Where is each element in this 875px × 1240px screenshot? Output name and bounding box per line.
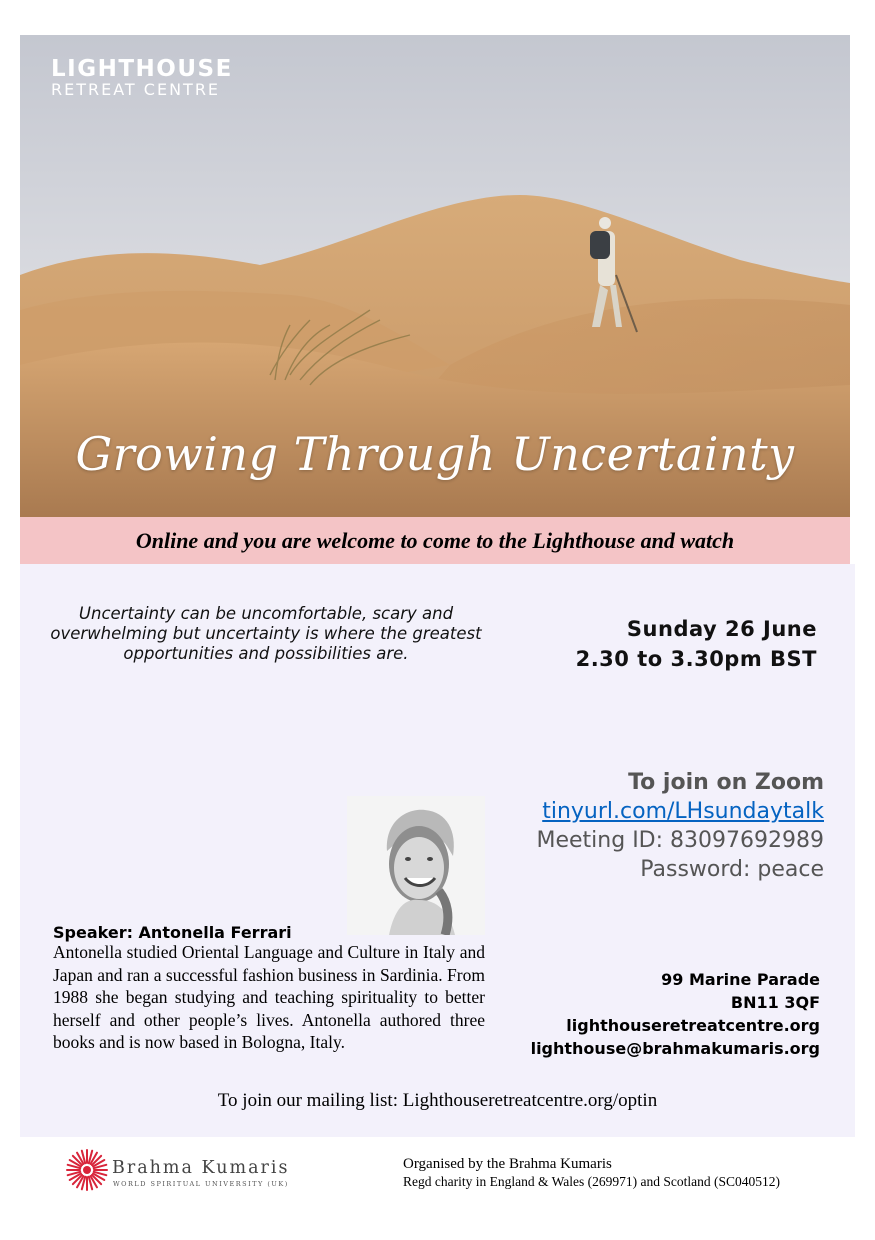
lighthouse-logo (51, 57, 233, 99)
zoom-info (537, 768, 825, 884)
email-link[interactable]: lighthouse@brahmakumaris.org (530, 1039, 820, 1058)
mailing-list-text: To join our mailing list: Lighthouseretreatcentre.org/optin (217, 1090, 658, 1111)
zoom-link[interactable]: tinyurl.com/LHsundaytalk (542, 799, 824, 824)
speaker-bio: Antonella studied Oriental Language and Culture in Italy and Japan and ran a successful fashion business in Sardinia. From 1988 she began studying and teaching spirituality to better herself and other people’s lives. Antonella authored three books and is now based in Bologna, Italy. (53, 942, 485, 1052)
organiser-line1: Organised by the Brahma Kumaris (403, 1156, 612, 1172)
banner (20, 517, 850, 564)
website-link[interactable]: lighthouseretreatcentre.org (566, 1016, 820, 1035)
bk-name: Brahma Kumaris (112, 1158, 290, 1178)
event-time: 2.30 to 3.30pm BST (575, 647, 817, 671)
organiser-line2: Regd charity in England & Wales (269971) and Scotland (SC040512) (403, 1174, 780, 1189)
zoom-meeting-id: Meeting ID: 83097692989 (536, 828, 824, 853)
content-panel (20, 564, 855, 1137)
logo-line2: RETREAT CENTRE (51, 80, 221, 99)
organiser-info (403, 1155, 780, 1191)
address-line2: BN11 3QF (730, 993, 820, 1012)
zoom-password: Password: peace (640, 857, 824, 882)
speaker-name: Speaker: Antonella Ferrari (53, 923, 292, 942)
banner-text: Online and you are welcome to come to the Lighthouse and watch (135, 528, 735, 553)
bk-subtitle: WORLD SPIRITUAL UNIVERSITY (UK) (113, 1180, 289, 1188)
event-datetime (576, 614, 817, 674)
speaker-photo (347, 796, 485, 935)
brahma-kumaris-logo (65, 1148, 325, 1198)
page-title: Growing Through Uncertainty (75, 427, 795, 481)
intro-text: Uncertainty can be uncomfortable, scary and overwhelming but uncertainty is where the greatest opportunities and possibilities are. (50, 604, 482, 663)
logo-line1: LIGHTHOUSE (51, 56, 233, 82)
address-line1: 99 Marine Parade (661, 970, 820, 989)
address-block (531, 968, 820, 1060)
event-date: Sunday 26 June (626, 617, 817, 641)
zoom-heading: To join on Zoom (628, 770, 824, 795)
sunburst-icon (65, 1148, 109, 1192)
hero-image (20, 35, 850, 517)
